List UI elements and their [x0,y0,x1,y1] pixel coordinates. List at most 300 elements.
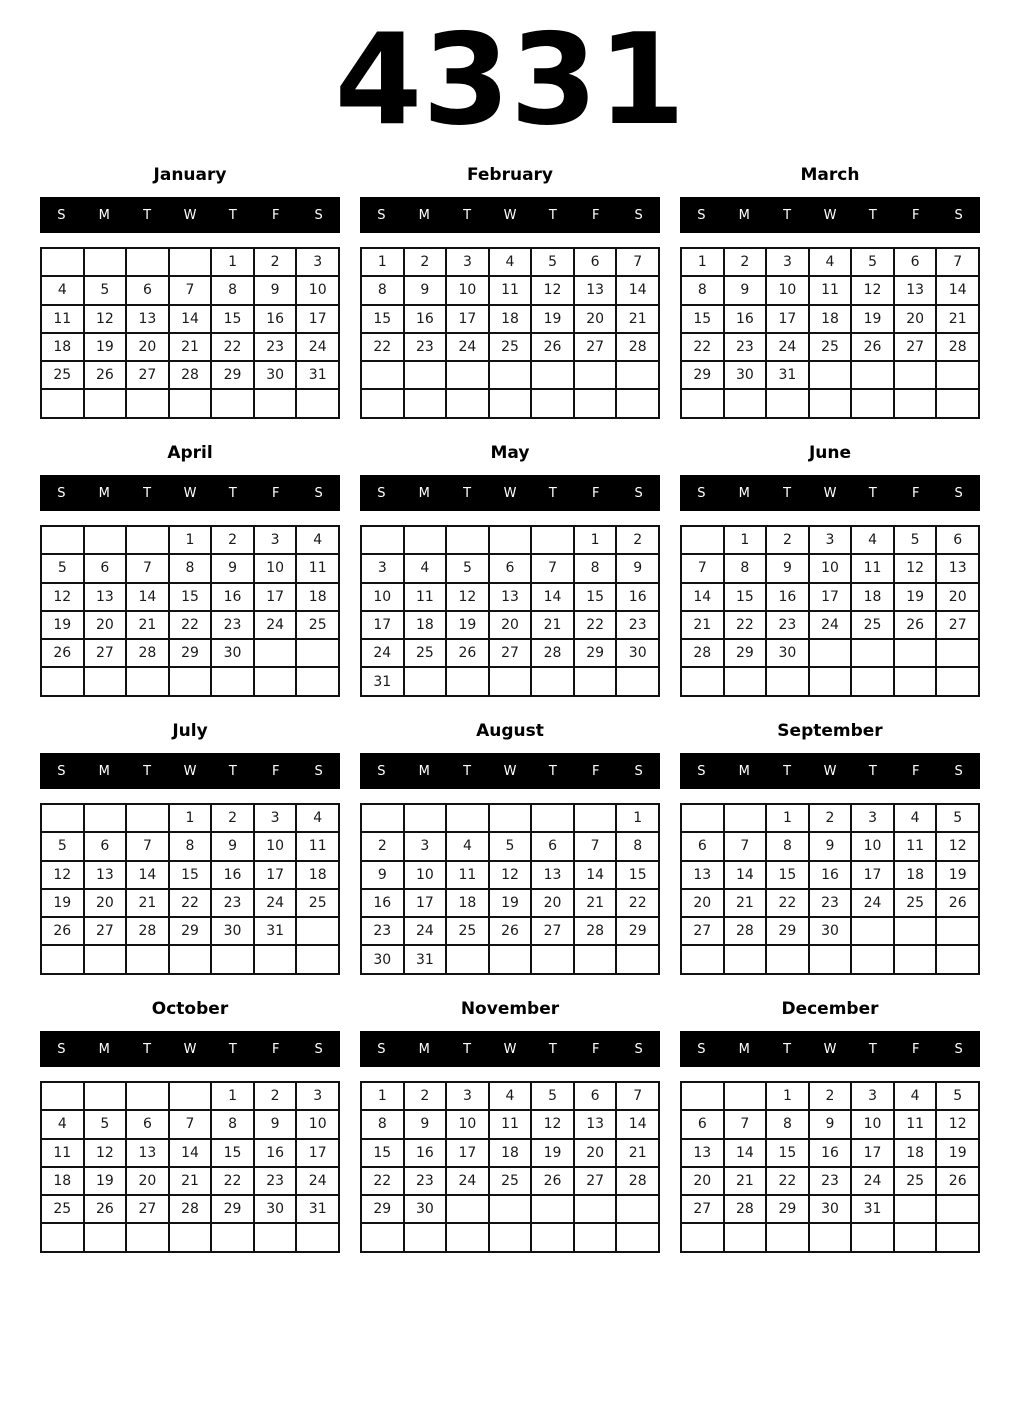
day-cell: 12 [490,862,531,888]
day-cell-empty [895,918,936,944]
days-grid [680,803,980,975]
day-cell-empty [895,640,936,666]
day-cell: 24 [810,612,851,638]
day-cell: 7 [170,1111,211,1137]
days-grid [40,803,340,975]
day-cell: 13 [532,862,573,888]
dow-label: S [377,1041,386,1057]
day-cell: 3 [767,249,808,275]
day-cell-empty [575,390,616,416]
dow-label: W [823,763,837,779]
day-cell: 10 [255,555,296,581]
day-cell-empty [447,946,488,972]
day-cell: 26 [85,1196,126,1222]
dow-header [40,753,340,789]
dow-label: T [868,207,877,223]
dow-label: M [738,207,750,223]
day-cell: 3 [852,805,893,831]
day-cell-empty [852,390,893,416]
day-cell-empty [810,946,851,972]
day-cell: 17 [767,306,808,332]
dow-label: S [954,485,963,501]
day-cell: 5 [42,555,83,581]
day-cell: 19 [852,306,893,332]
day-cell-empty [405,390,446,416]
day-cell: 20 [127,1168,168,1194]
day-cell-empty [532,390,573,416]
day-cell-empty [490,390,531,416]
day-cell-empty [447,1224,488,1250]
day-cell: 12 [532,1111,573,1137]
day-cell: 14 [532,584,573,610]
dow-label: S [57,763,66,779]
day-cell: 9 [362,862,403,888]
day-cell: 20 [575,1140,616,1166]
day-cell: 26 [447,640,488,666]
month-title: June [808,443,852,463]
day-cell: 5 [85,277,126,303]
day-cell: 28 [725,918,766,944]
day-cell-empty [85,1224,126,1250]
year-title: 4331 [334,6,686,153]
day-cell-empty [490,805,531,831]
day-cell-empty [42,527,83,553]
dow-label: S [377,485,386,501]
day-cell: 27 [895,334,936,360]
day-cell: 28 [617,334,658,360]
day-cell-empty [297,1224,338,1250]
day-cell: 24 [297,1168,338,1194]
days-grid [360,803,660,975]
day-cell: 11 [447,862,488,888]
day-cell-empty [405,805,446,831]
day-cell: 24 [362,640,403,666]
day-cell-empty [532,362,573,388]
day-cell: 13 [85,584,126,610]
day-cell: 9 [725,277,766,303]
day-cell: 20 [895,306,936,332]
day-cell: 28 [127,918,168,944]
day-cell: 16 [617,584,658,610]
day-cell-empty [255,640,296,666]
day-cell-empty [127,1083,168,1109]
day-cell-empty [85,946,126,972]
day-cell-empty [810,640,851,666]
day-cell: 2 [212,527,253,553]
day-cell: 3 [852,1083,893,1109]
day-cell-empty [447,362,488,388]
day-cell: 16 [767,584,808,610]
dow-label: M [418,1041,430,1057]
day-cell: 17 [405,890,446,916]
month-july [40,720,340,998]
day-cell: 10 [852,1111,893,1137]
day-cell: 27 [85,640,126,666]
day-cell-empty [810,362,851,388]
day-cell: 15 [212,306,253,332]
dow-label: T [143,207,152,223]
day-cell: 27 [682,918,723,944]
day-cell: 29 [682,362,723,388]
day-cell: 4 [490,249,531,275]
day-cell: 11 [490,1111,531,1137]
dow-label: W [503,1041,517,1057]
dow-label: T [143,485,152,501]
day-cell: 28 [127,640,168,666]
day-cell: 28 [170,1196,211,1222]
day-cell: 4 [810,249,851,275]
day-cell: 18 [852,584,893,610]
day-cell-empty [170,249,211,275]
day-cell-empty [617,1224,658,1250]
day-cell: 5 [895,527,936,553]
day-cell: 26 [42,918,83,944]
day-cell: 24 [447,334,488,360]
day-cell: 29 [575,640,616,666]
day-cell: 29 [212,362,253,388]
day-cell-empty [85,1083,126,1109]
day-cell: 1 [362,1083,403,1109]
day-cell: 6 [575,249,616,275]
dow-label: M [738,485,750,501]
day-cell: 12 [895,555,936,581]
dow-header [680,1031,980,1067]
day-cell-empty [895,1224,936,1250]
day-cell-empty [85,805,126,831]
day-cell: 24 [297,334,338,360]
day-cell: 29 [767,1196,808,1222]
day-cell: 20 [575,306,616,332]
day-cell-empty [575,946,616,972]
day-cell-empty [575,1224,616,1250]
day-cell: 25 [297,890,338,916]
day-cell: 11 [297,555,338,581]
day-cell: 28 [682,640,723,666]
day-cell-empty [297,946,338,972]
day-cell: 8 [212,1111,253,1137]
dow-header [680,197,980,233]
day-cell: 25 [490,1168,531,1194]
day-cell: 23 [617,612,658,638]
day-cell-empty [255,668,296,694]
day-cell-empty [447,527,488,553]
day-cell: 25 [297,612,338,638]
dow-label: W [183,1041,197,1057]
day-cell-empty [810,668,851,694]
days-grid [360,1081,660,1253]
day-cell: 8 [575,555,616,581]
day-cell-empty [42,390,83,416]
dow-label: T [548,1041,557,1057]
day-cell-empty [85,527,126,553]
day-cell: 16 [725,306,766,332]
day-cell: 3 [447,249,488,275]
dow-label: F [271,1041,280,1057]
dow-label: T [548,207,557,223]
dow-label: S [57,1041,66,1057]
day-cell: 14 [575,862,616,888]
day-cell: 21 [127,890,168,916]
dow-label: T [143,763,152,779]
day-cell-empty [852,668,893,694]
day-cell-empty [725,1083,766,1109]
day-cell: 7 [725,833,766,859]
dow-label: F [911,207,920,223]
day-cell: 1 [767,1083,808,1109]
day-cell: 17 [852,862,893,888]
day-cell: 17 [297,1140,338,1166]
day-cell: 15 [617,862,658,888]
day-cell-empty [937,390,978,416]
day-cell: 15 [682,306,723,332]
day-cell-empty [575,362,616,388]
day-cell: 25 [895,890,936,916]
day-cell: 23 [212,890,253,916]
day-cell-empty [532,668,573,694]
day-cell-empty [532,1224,573,1250]
day-cell: 17 [255,862,296,888]
day-cell: 27 [532,918,573,944]
day-cell: 18 [42,334,83,360]
day-cell: 24 [255,612,296,638]
day-cell: 20 [85,612,126,638]
day-cell: 19 [895,584,936,610]
day-cell: 16 [362,890,403,916]
day-cell: 27 [575,334,616,360]
day-cell: 19 [42,890,83,916]
dow-label: T [228,763,237,779]
day-cell: 12 [937,833,978,859]
month-title: September [777,721,883,741]
day-cell: 31 [362,668,403,694]
day-cell: 18 [405,612,446,638]
day-cell: 1 [617,805,658,831]
day-cell-empty [937,640,978,666]
day-cell: 19 [85,334,126,360]
dow-label: S [314,207,323,223]
month-january [40,164,340,442]
day-cell: 21 [725,1168,766,1194]
dow-header [40,197,340,233]
day-cell-empty [725,805,766,831]
day-cell: 10 [297,277,338,303]
day-cell: 16 [212,584,253,610]
day-cell: 5 [490,833,531,859]
dow-label: W [823,1041,837,1057]
month-march [680,164,980,442]
day-cell-empty [937,918,978,944]
day-cell: 27 [127,1196,168,1222]
day-cell: 5 [532,249,573,275]
day-cell: 27 [937,612,978,638]
day-cell-empty [937,946,978,972]
day-cell-empty [170,946,211,972]
day-cell-empty [362,1224,403,1250]
day-cell: 5 [937,1083,978,1109]
dow-label: W [823,207,837,223]
dow-label: M [738,763,750,779]
dow-label: W [503,763,517,779]
day-cell: 2 [810,805,851,831]
day-cell: 14 [127,862,168,888]
day-cell-empty [447,668,488,694]
day-cell-empty [937,362,978,388]
month-october [40,998,340,1276]
day-cell-empty [405,362,446,388]
day-cell: 31 [297,362,338,388]
day-cell-empty [362,362,403,388]
day-cell: 11 [405,584,446,610]
dow-label: F [271,763,280,779]
month-title: March [800,165,860,185]
dow-label: T [783,763,792,779]
day-cell: 22 [170,612,211,638]
day-cell-empty [532,527,573,553]
day-cell: 18 [895,1140,936,1166]
day-cell: 18 [490,1140,531,1166]
day-cell-empty [255,390,296,416]
day-cell: 23 [255,334,296,360]
day-cell: 13 [127,306,168,332]
day-cell: 30 [617,640,658,666]
day-cell: 6 [682,833,723,859]
dow-label: M [98,207,110,223]
day-cell: 11 [42,306,83,332]
day-cell: 14 [725,862,766,888]
day-cell: 2 [212,805,253,831]
day-cell: 6 [85,833,126,859]
day-cell-empty [895,362,936,388]
dow-label: W [823,485,837,501]
day-cell: 11 [895,833,936,859]
day-cell-empty [725,668,766,694]
day-cell-empty [725,390,766,416]
day-cell-empty [42,668,83,694]
dow-label: S [697,485,706,501]
month-title: February [466,165,554,185]
day-cell: 5 [852,249,893,275]
day-cell: 4 [405,555,446,581]
month-title: July [172,721,208,741]
month-september [680,720,980,998]
day-cell: 6 [937,527,978,553]
day-cell: 21 [937,306,978,332]
dow-label: F [591,763,600,779]
day-cell: 6 [575,1083,616,1109]
day-cell: 26 [532,1168,573,1194]
day-cell: 3 [405,833,446,859]
day-cell: 17 [810,584,851,610]
dow-label: M [418,763,430,779]
month-title: November [460,999,560,1019]
dow-label: W [183,763,197,779]
day-cell: 10 [405,862,446,888]
day-cell: 25 [810,334,851,360]
dow-label: S [634,207,643,223]
day-cell-empty [362,390,403,416]
day-cell: 9 [405,1111,446,1137]
day-cell: 13 [682,862,723,888]
month-june [680,442,980,720]
day-cell-empty [490,1224,531,1250]
day-cell: 31 [852,1196,893,1222]
day-cell-empty [682,1224,723,1250]
day-cell: 8 [682,277,723,303]
day-cell: 20 [682,1168,723,1194]
day-cell: 2 [362,833,403,859]
day-cell: 20 [490,612,531,638]
day-cell: 12 [532,277,573,303]
day-cell: 23 [405,1168,446,1194]
day-cell: 16 [255,1140,296,1166]
day-cell-empty [362,527,403,553]
dow-label: T [868,485,877,501]
dow-label: W [183,485,197,501]
day-cell: 23 [767,612,808,638]
dow-label: M [418,207,430,223]
day-cell: 19 [42,612,83,638]
day-cell: 9 [255,1111,296,1137]
day-cell: 11 [895,1111,936,1137]
day-cell-empty [852,362,893,388]
day-cell-empty [937,668,978,694]
dow-label: T [143,1041,152,1057]
dow-label: S [954,1041,963,1057]
days-grid [40,525,340,697]
day-cell: 17 [255,584,296,610]
month-april [40,442,340,720]
day-cell-empty [85,390,126,416]
day-cell: 2 [255,1083,296,1109]
day-cell: 30 [212,918,253,944]
dow-label: S [697,763,706,779]
dow-label: F [911,1041,920,1057]
day-cell: 19 [447,612,488,638]
day-cell: 10 [810,555,851,581]
day-cell: 17 [297,306,338,332]
day-cell-empty [575,668,616,694]
day-cell: 11 [490,277,531,303]
day-cell: 29 [725,640,766,666]
day-cell: 26 [852,334,893,360]
dow-label: S [954,207,963,223]
day-cell: 17 [362,612,403,638]
day-cell: 26 [937,1168,978,1194]
day-cell: 17 [447,1140,488,1166]
day-cell: 26 [42,640,83,666]
day-cell-empty [682,805,723,831]
day-cell-empty [852,946,893,972]
day-cell: 30 [255,1196,296,1222]
day-cell: 16 [405,306,446,332]
day-cell: 16 [810,862,851,888]
day-cell: 22 [362,334,403,360]
day-cell: 1 [767,805,808,831]
day-cell: 30 [767,640,808,666]
day-cell: 8 [170,833,211,859]
day-cell-empty [617,668,658,694]
day-cell: 7 [937,249,978,275]
day-cell: 24 [852,1168,893,1194]
day-cell-empty [212,390,253,416]
day-cell: 20 [937,584,978,610]
day-cell: 11 [852,555,893,581]
day-cell: 19 [85,1168,126,1194]
day-cell: 22 [170,890,211,916]
day-cell-empty [127,946,168,972]
dow-label: T [463,485,472,501]
day-cell: 10 [767,277,808,303]
